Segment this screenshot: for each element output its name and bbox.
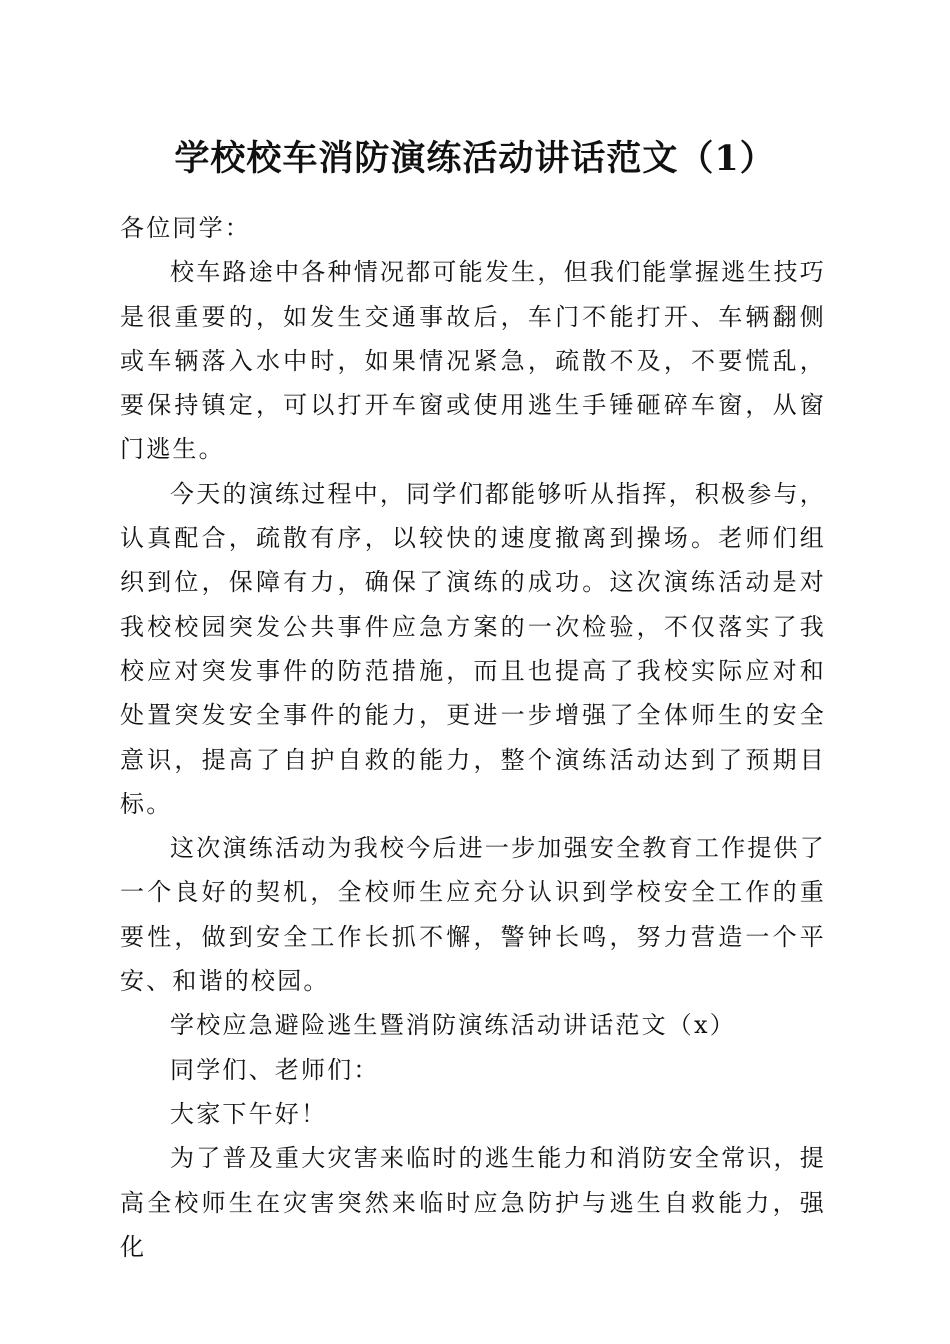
body-paragraph: 这次演练活动为我校今后进一步加强安全教育工作提供了一个良好的契机，全校师生应充分认识到学校安全工作的重要性，做到安全工作长抓不懈，警钟长鸣，努力营造一个平安、和谐的校园。: [120, 834, 826, 996]
salutation-paragraph: 各位同学：: [120, 214, 251, 242]
greeting-paragraph: 大家下午好！: [170, 1099, 328, 1128]
salutation-paragraph: 同学们、老师们：: [170, 1055, 380, 1084]
body-paragraph: 为了普及重大灾害来临时的逃生能力和消防安全常识，提高全校师生在灾害突然来临时应急防护与逃生自救能力，强化: [120, 1144, 826, 1261]
document-body: [120, 206, 826, 1269]
body-paragraph: 校车路途中各种情况都可能发生，但我们能掌握逃生技巧是很重要的，如发生交通事故后，车门不能打开、车辆翻侧或车辆落入水中时，如果情况紧急，疏散不及，不要慌乱，要保持镇定，可以打开车窗或使用逃生手锤砸碎车窗，从窗门逃生。: [120, 258, 826, 464]
document-title: 学校校车消防演练活动讲话范文（1）: [174, 138, 776, 179]
body-paragraph: 今天的演练过程中，同学们都能够听从指挥，积极参与，认真配合，疏散有序，以较快的速度撤离到操场。老师们组织到位，保障有力，确保了演练的成功。这次演练活动是对我校校园突发公共事件应急方案的一次检验，不仅落实了我校应对突发事件的防范措施，而且也提高了我校实际应对和处置突发安全事件的能力，更进一步增强了全体师生的安全意识，提高了自护自救的能力，整个演练活动达到了预期目标。: [120, 479, 826, 818]
section-heading: 学校应急避险逃生暨消防演练活动讲话范文（x）: [170, 1011, 736, 1040]
